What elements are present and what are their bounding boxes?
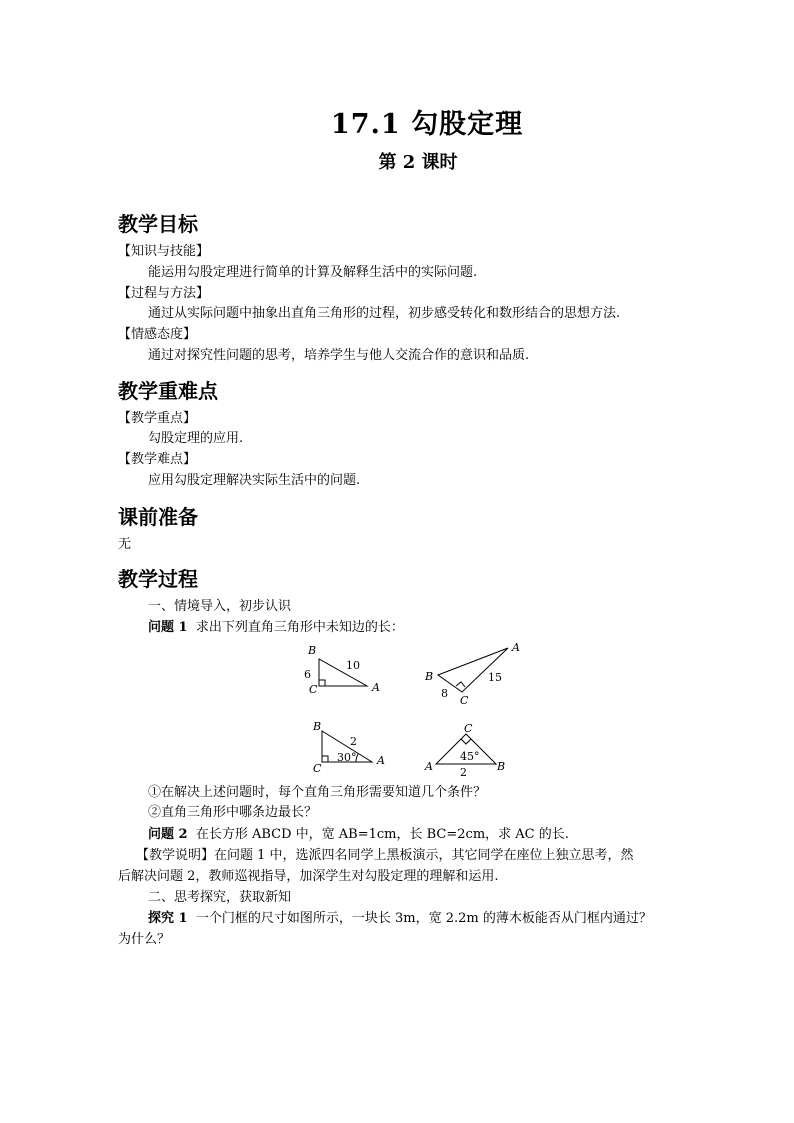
- t4-side-ab: 2: [460, 766, 467, 779]
- question2-text: 在长方形 ABCD 中，宽 AB=1cm，长 BC=2cm，求 AC 的长.: [195, 827, 569, 842]
- question1-text: 求出下列直角三角形中未知边的长：: [195, 620, 404, 635]
- teaching-note-line1: 在问题 1 中，选派四名同学上黑板演示，其它同学在座位上独立思考，然: [214, 848, 634, 863]
- section-heading-process: 教学过程: [118, 567, 198, 591]
- part1-heading: 一、情境导入，初步认识: [148, 599, 292, 614]
- t3-angle: 30°: [337, 751, 357, 764]
- key-text: 勾股定理的应用.: [148, 431, 244, 446]
- consideration-1: ①在解决上述问题时，每个直角三角形需要知道几个条件？: [148, 785, 487, 800]
- exploration1: [148, 911, 652, 927]
- emotion-label: 【情感态度】: [118, 327, 197, 342]
- t2-label-c: C: [460, 694, 469, 707]
- knowledge-text: 能运用勾股定理进行简单的计算及解释生活中的实际问题.: [148, 265, 478, 280]
- t1-label-a: A: [372, 681, 380, 694]
- t2-side-bc: 8: [441, 687, 448, 700]
- t4-label-c: C: [464, 722, 473, 735]
- t4-label-a: A: [425, 760, 433, 773]
- t3-side-ab: 2: [350, 735, 357, 748]
- exploration1-line2: 为什么？: [118, 932, 171, 947]
- question2-label: 问题 2: [148, 827, 188, 842]
- t3-label-b: B: [313, 720, 322, 733]
- triangle-2: [438, 648, 508, 692]
- t4-angle: 45°: [460, 750, 480, 763]
- teaching-note-label: 【教学说明】: [136, 848, 215, 863]
- t2-label-b: B: [425, 670, 434, 683]
- t4-label-b: B: [497, 760, 506, 773]
- exploration1-label: 探究 1: [148, 911, 188, 926]
- consideration-2: ②直角三角形中哪条边最长？: [148, 805, 318, 820]
- t3-label-a: A: [377, 754, 385, 767]
- difficulty-text: 应用勾股定理解决实际生活中的问题.: [148, 473, 361, 488]
- page-title: 17.1 勾股定理: [330, 109, 524, 140]
- t1-side-ab: 10: [346, 659, 360, 672]
- question2: [148, 827, 569, 843]
- t3-label-c: C: [313, 762, 322, 775]
- section-heading-key-points: 教学重难点: [118, 379, 218, 403]
- t1-label-c: C: [309, 683, 318, 696]
- difficulty-label: 【教学难点】: [118, 452, 197, 467]
- teaching-note: [136, 848, 634, 864]
- t2-label-a: A: [512, 641, 520, 654]
- part2-heading: 二、思考探究，获取新知: [148, 890, 292, 905]
- emotion-text: 通过对探究性问题的思考，培养学生与他人交流合作的意识和品质.: [148, 348, 530, 363]
- section-heading-objectives: 教学目标: [118, 212, 198, 236]
- preparation-text: 无: [118, 537, 132, 552]
- process-text: 通过从实际问题中抽象出直角三角形的过程，初步感受转化和数形结合的思想方法.: [148, 306, 621, 321]
- exploration1-text: 一个门框的尺寸如图所示，一块长 3m，宽 2.2m 的薄木板能否从门框内通过？: [195, 911, 652, 926]
- page-subtitle: 第 2 课时: [378, 152, 458, 173]
- teaching-note-line2: 后解决问题 2，教师巡视指导，加深学生对勾股定理的理解和运用.: [118, 869, 499, 884]
- t1-label-b: B: [308, 644, 317, 657]
- t1-side-bc: 6: [304, 668, 311, 681]
- t2-side-ac: 15: [488, 671, 502, 684]
- key-label: 【教学重点】: [118, 411, 197, 426]
- question1-label: 问题 1: [148, 620, 188, 635]
- process-label: 【过程与方法】: [118, 286, 210, 301]
- section-heading-preparation: 课前准备: [118, 505, 198, 529]
- knowledge-label: 【知识与技能】: [118, 244, 210, 259]
